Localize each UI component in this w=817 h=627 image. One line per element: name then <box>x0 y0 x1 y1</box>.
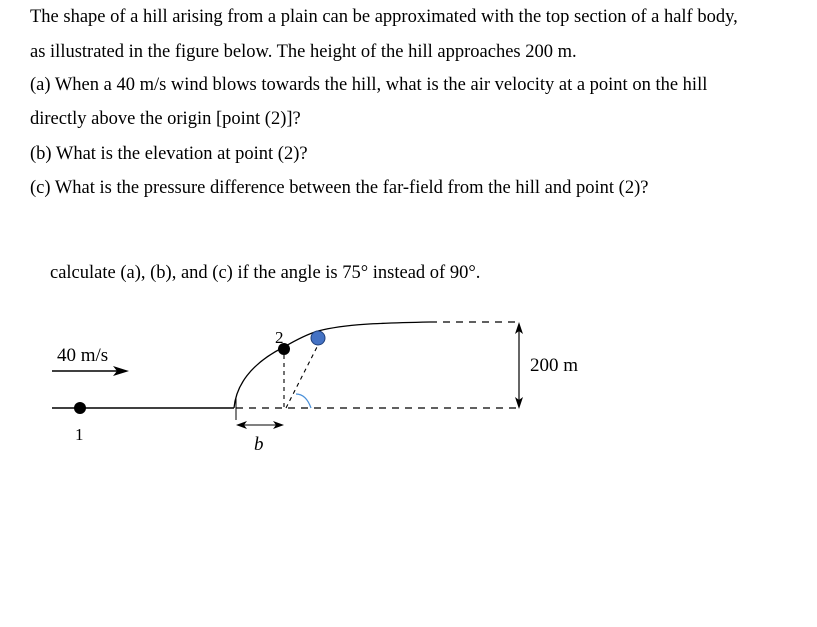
blue-point-marker <box>311 331 325 345</box>
point-1-marker <box>74 402 86 414</box>
angle-arc <box>296 394 311 408</box>
inclined-dashed-line <box>286 345 318 408</box>
problem-line-6: (c) What is the pressure difference between the far-field from the hill and point (2)? <box>30 178 649 198</box>
problem-line-1: The shape of a hill arising from a plain can be approximated with the top section of a half body, <box>30 7 738 27</box>
b-label: b <box>254 434 264 455</box>
problem-line-5: (b) What is the elevation at point (2)? <box>30 144 308 164</box>
point-1-label: 1 <box>75 425 84 444</box>
problem-line-4: directly above the origin [point (2)]? <box>30 109 301 129</box>
height-dimension-arrow <box>515 322 523 409</box>
wind-arrow <box>52 366 129 376</box>
point-2-label: 2 <box>275 328 284 347</box>
hill-curve <box>234 322 430 408</box>
b-dimension-arrow <box>236 421 284 429</box>
wind-speed-label: 40 m/s <box>57 345 109 366</box>
problem-line-3: (a) When a 40 m/s wind blows towards the hill, what is the air velocity at a point on the hill <box>30 75 708 95</box>
problem-line-2: as illustrated in the figure below. The height of the hill approaches 200 m. <box>30 42 577 62</box>
followup-question: calculate (a), (b), and (c) if the angle is 75° instead of 90°. <box>50 263 481 283</box>
height-label: 200 m <box>530 355 579 376</box>
